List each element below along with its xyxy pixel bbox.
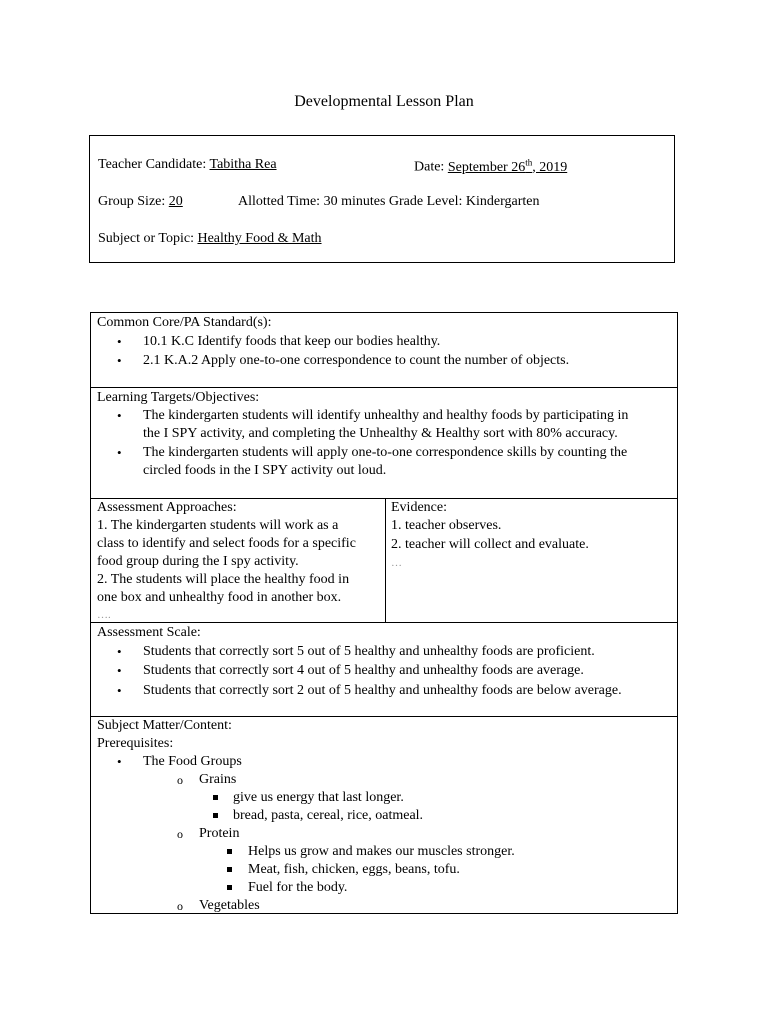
assessment-line: one box and unhealthy food in another box. xyxy=(97,590,342,605)
grains-detail: give us energy that last longer. xyxy=(233,790,404,805)
objective-line: the I SPY activity, and completing the Unhealthy & Healthy sort with 80% accuracy. xyxy=(143,426,618,441)
evidence-line: 2. teacher will collect and evaluate. xyxy=(391,537,589,552)
evidence-heading: Evidence: xyxy=(391,500,447,515)
assessment-ellipsis: …. xyxy=(97,609,111,621)
scale-item: Students that correctly sort 4 out of 5 healthy and unhealthy foods are average. xyxy=(143,663,584,678)
square-bullet xyxy=(227,867,232,872)
square-bullet xyxy=(213,795,218,800)
standard-item: 10.1 K.C Identify foods that keep our bodies healthy. xyxy=(143,334,441,349)
date-line xyxy=(414,157,567,176)
assessment-line: food group during the I spy activity. xyxy=(97,554,299,569)
square-bullet xyxy=(227,849,232,854)
assessment-section xyxy=(91,499,677,623)
lesson-info-box xyxy=(89,135,675,263)
subject-value: Healthy Food & Math xyxy=(197,231,322,246)
subject-label: Subject or Topic: xyxy=(98,231,198,246)
page-title: Developmental Lesson Plan xyxy=(294,93,474,110)
assessment-line: class to identify and select foods for a specific xyxy=(97,536,356,551)
teacher-label: Teacher Candidate: xyxy=(98,157,210,172)
group-size-line xyxy=(98,194,183,210)
vegetables-item: Vegetables xyxy=(199,898,260,913)
standards-section xyxy=(91,313,677,388)
objective-line: circled foods in the I SPY activity out loud. xyxy=(143,463,387,478)
bullet: • xyxy=(117,445,122,460)
bullet: • xyxy=(117,408,122,423)
bullet: • xyxy=(117,334,122,349)
bullet: • xyxy=(117,663,122,678)
teacher-name: Tabitha Rea xyxy=(209,157,277,172)
protein-item: Protein xyxy=(199,826,240,841)
scale-item: Students that correctly sort 5 out of 5 healthy and unhealthy foods are proficient. xyxy=(143,644,595,659)
content-section xyxy=(91,717,677,915)
sub-bullet: o xyxy=(177,773,183,787)
square-bullet xyxy=(213,813,218,818)
sub-bullet: o xyxy=(177,899,183,913)
prerequisites-label: Prerequisites: xyxy=(97,736,174,751)
column-divider xyxy=(385,499,386,622)
bullet: • xyxy=(117,353,122,368)
assessment-line: 1. The kindergarten students will work as a xyxy=(97,518,339,533)
date-label: Date: xyxy=(414,159,448,175)
lesson-plan-table xyxy=(90,312,678,914)
time-grade-line: Allotted Time: 30 minutes Grade Level: Kindergarten xyxy=(238,194,540,209)
date-value: September 26th, 2019 xyxy=(447,157,568,175)
scale-heading: Assessment Scale: xyxy=(97,625,201,640)
objectives-heading: Learning Targets/Objectives: xyxy=(97,390,260,405)
subject-line xyxy=(98,231,322,247)
teacher-line xyxy=(98,157,277,173)
square-bullet xyxy=(227,885,232,890)
scale-item: Students that correctly sort 2 out of 5 healthy and unhealthy foods are below average. xyxy=(143,683,622,698)
group-size-label: Group Size: xyxy=(98,194,169,209)
bullet: • xyxy=(117,644,122,659)
standard-item: 2.1 K.A.2 Apply one-to-one correspondence to count the number of objects. xyxy=(143,353,570,368)
group-size-value: 20 xyxy=(168,194,183,209)
content-heading: Subject Matter/Content: xyxy=(97,718,232,733)
grains-item: Grains xyxy=(199,772,237,787)
food-groups-item: The Food Groups xyxy=(143,754,242,769)
scale-section xyxy=(91,623,677,717)
evidence-line: 1. teacher observes. xyxy=(391,518,502,533)
assessment-line: 2. The students will place the healthy food in xyxy=(97,572,350,587)
evidence-ellipsis: … xyxy=(391,557,402,569)
protein-detail: Meat, fish, chicken, eggs, beans, tofu. xyxy=(248,862,460,877)
protein-detail: Helps us grow and makes our muscles stronger. xyxy=(248,844,515,859)
grains-detail: bread, pasta, cereal, rice, oatmeal. xyxy=(233,808,424,823)
bullet: • xyxy=(117,754,122,769)
standards-heading: Common Core/PA Standard(s): xyxy=(97,315,272,330)
protein-detail: Fuel for the body. xyxy=(248,880,348,895)
bullet: • xyxy=(117,683,122,698)
assessment-heading: Assessment Approaches: xyxy=(97,500,237,515)
objectives-section xyxy=(91,388,677,499)
objective-line: The kindergarten students will identify unhealthy and healthy foods by participating in xyxy=(143,408,629,423)
objective-line: The kindergarten students will apply one-to-one correspondence skills by counting the xyxy=(143,445,628,460)
sub-bullet: o xyxy=(177,827,183,841)
